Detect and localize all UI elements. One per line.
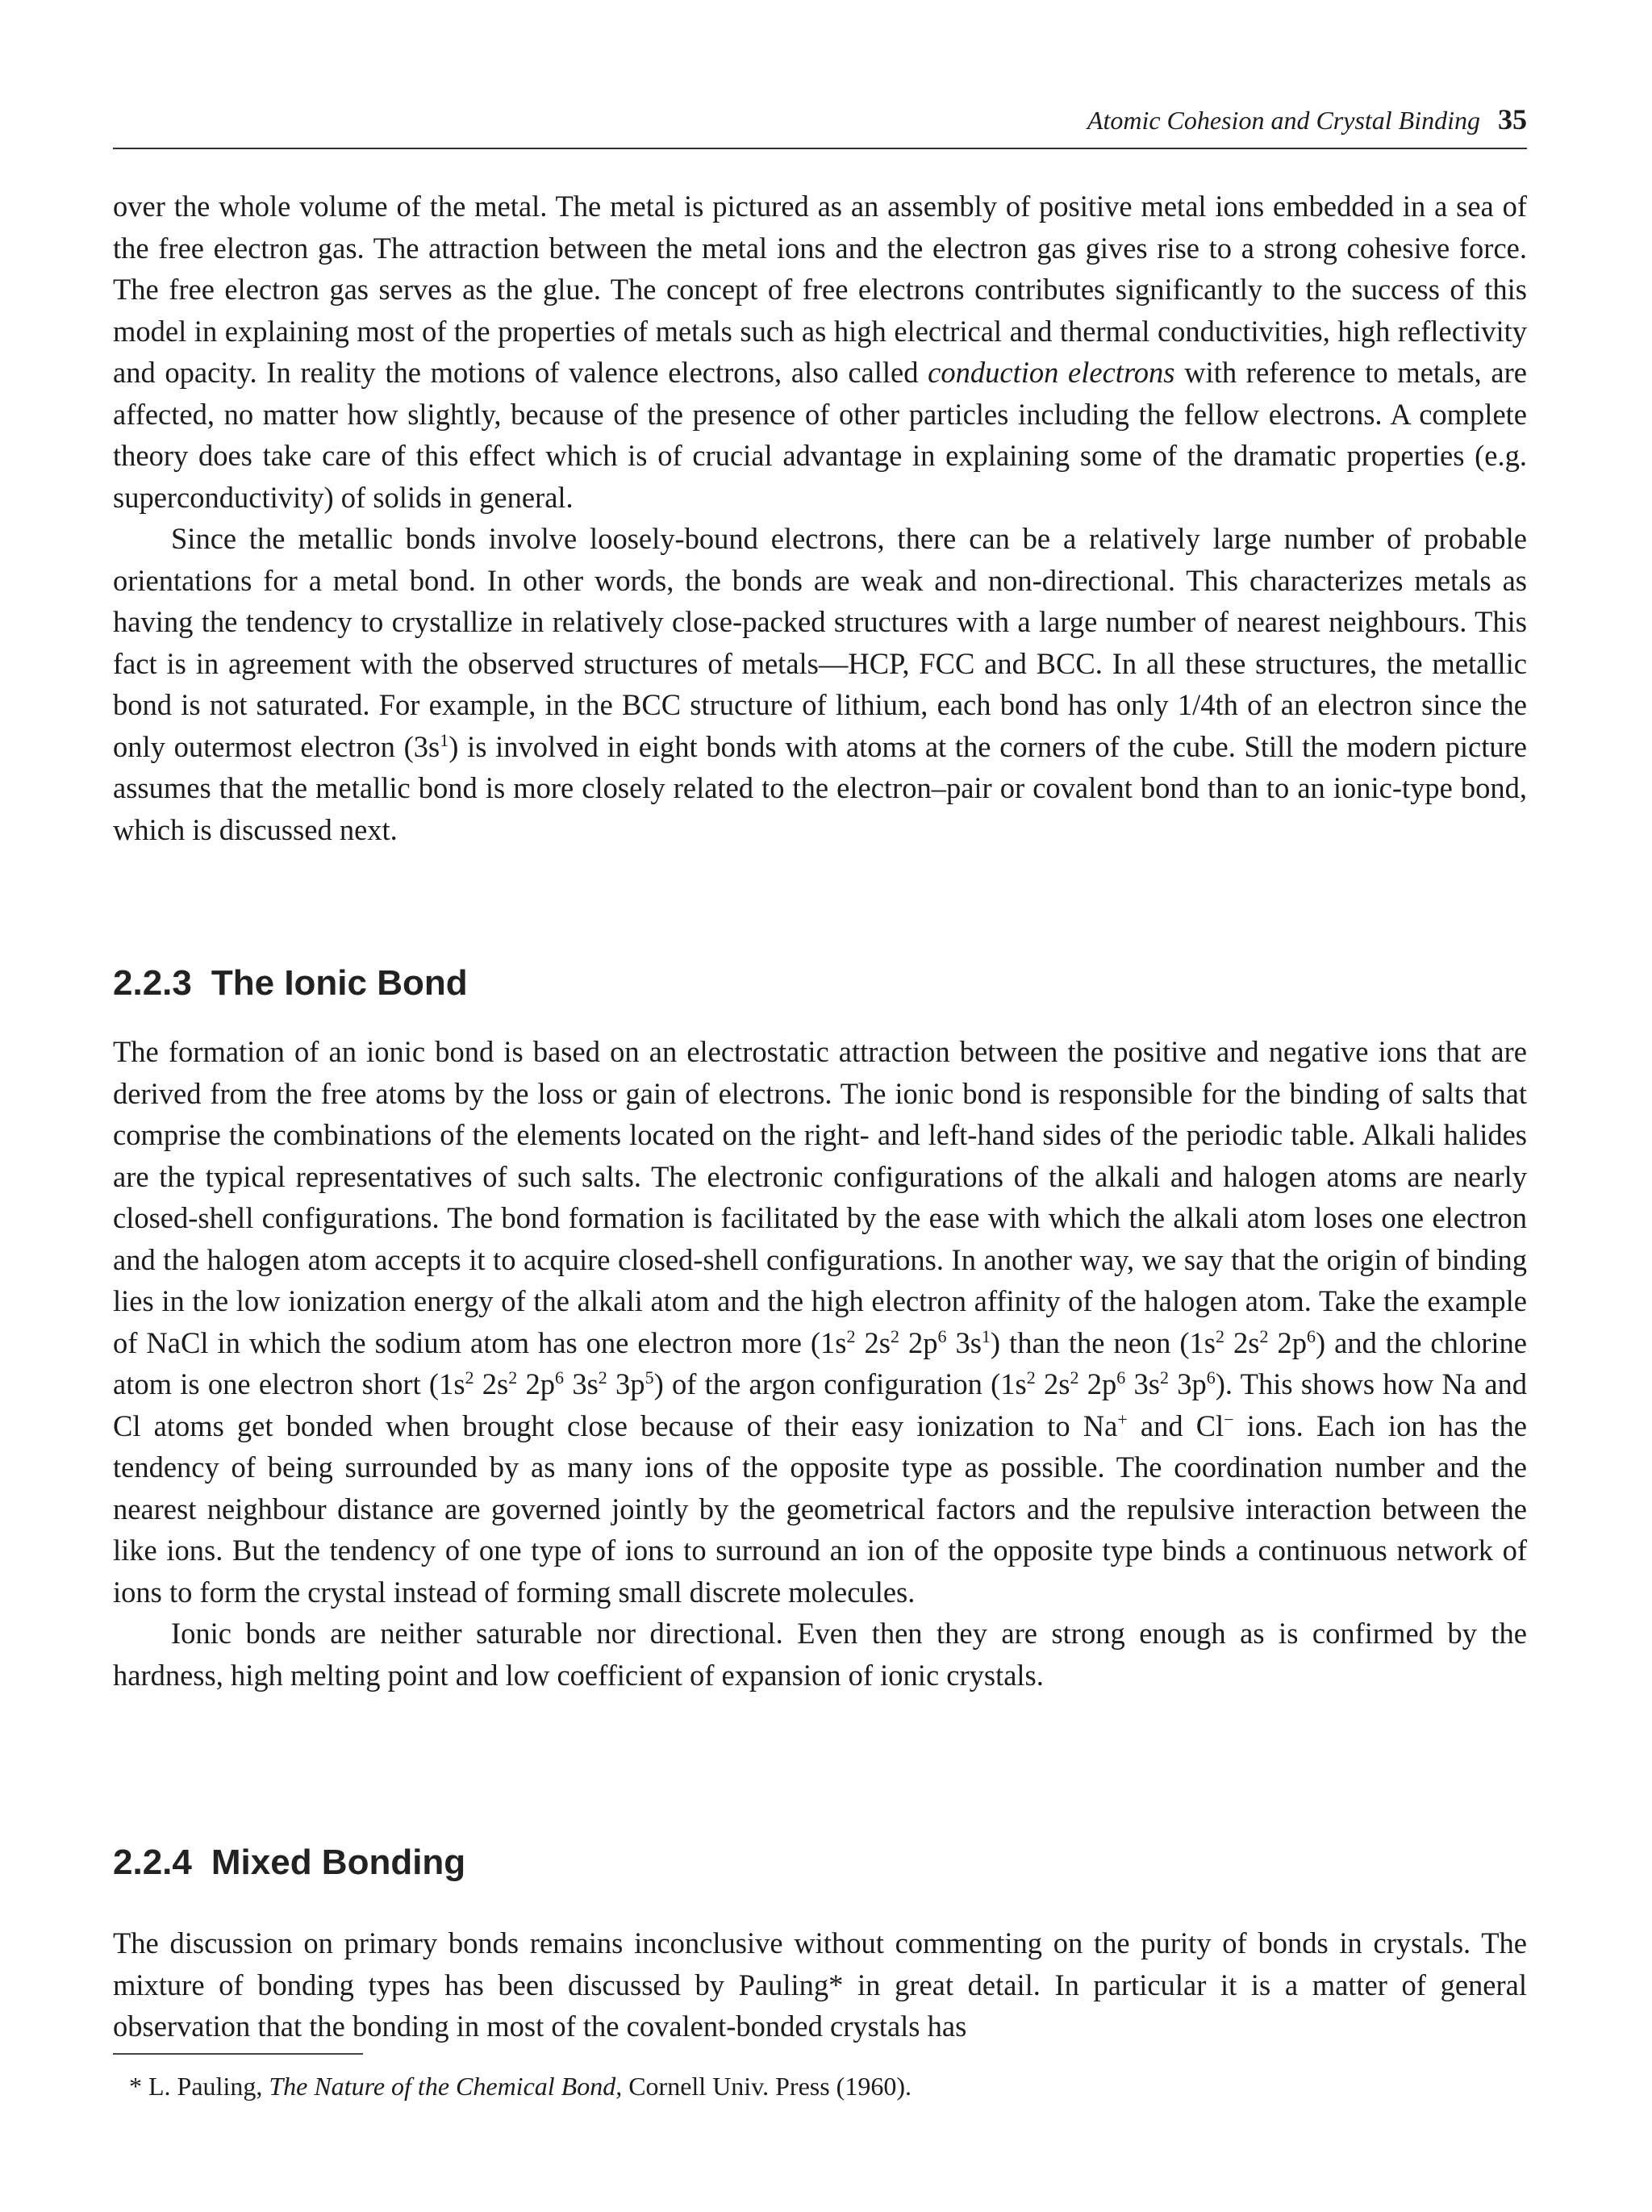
text-block-metallic — [113, 186, 1527, 850]
text-run: Since the metallic bonds involve loosely-bound electrons, there can be a relatively large number of probable orientations for a metal bond. In other words, the bonds are weak and non-directional. This characterizes metals as having the tendency to crystallize in relatively close-packed structures with a large number of nearest neighbours. This fact is in agreement with the observed structures of metals—HCP, FCC and BCC. In all these structures, the metallic bond is not saturated. For example, in the BCC structure of lithium, each bond has only 1/4th of an electron since the only outermost electron (3s — [113, 522, 1527, 763]
text-run: 3s — [1125, 1367, 1160, 1400]
footnote — [129, 2070, 912, 2102]
text-run: 3p — [1169, 1367, 1207, 1400]
paragraph-1 — [113, 186, 1527, 518]
footnote-author: * L. Pauling, — [129, 2072, 269, 2101]
running-title: Atomic Cohesion and Crystal Binding — [1087, 106, 1480, 135]
superscript: + — [1117, 1409, 1128, 1429]
superscript: 6 — [937, 1325, 947, 1346]
text-run: with reference to metals, are affected, no matter how slightly, because of the presence of other particles including the fellow electrons. A complete theory does take care of this effect which is of crucial advantage in explaining some of the dramatic properties (e.g. superconductivity) of solids in general. — [113, 356, 1527, 514]
text-run: The formation of an ionic bond is based on an electrostatic attraction between the positive and negative ions that are derived from the free atoms by the loss or gain of electrons. The ionic bond is responsible for the binding of salts that comprise the combinations of the elements located on the right- and left-hand sides of the periodic table. Alkali halides are the typical representatives of such salts. The electronic configurations of the alkali and halogen atoms are nearly closed-shell configurations. The bond formation is facilitated by the ease with which the alkali atom loses one electron and the halogen atom accepts it to acquire closed-shell configurations. In another way, we say that the origin of binding lies in the low ionization energy of the alkali atom and the high electron affinity of the halogen atom. Take the example of NaCl in which the sodium atom has one electron more (1s — [113, 1035, 1527, 1359]
text-run: 2p — [899, 1325, 938, 1359]
superscript: 2 — [890, 1325, 899, 1346]
text-run: ) of the argon configuration (1s — [653, 1367, 1027, 1400]
paragraph-4: Ionic bonds are neither saturable nor directional. Even then they are strong enough as is confirmed by the hardness, high melting point and low coefficient of expansion of ionic crystals. — [113, 1617, 1527, 1692]
text-run: 3s — [946, 1325, 982, 1359]
running-head — [113, 103, 1527, 136]
footnote-title: The Nature of the Chemical Bond, — [269, 2072, 623, 2101]
section-heading-mixed-bonding — [113, 1842, 465, 1884]
superscript: − — [1224, 1409, 1234, 1429]
page-number: 35 — [1498, 103, 1527, 136]
section-number: 2.2.3 — [113, 963, 192, 1003]
text-run: ions. Each ion has the tendency of being surrounded by as many ions of the opposite type as possible. The coordination number and the nearest neighbour distance are governed jointly by the geometrical factors and the repulsive interaction between the like ions. But the tendency of one type of ions to surround an ion of the opposite type binds a continuous network of ions to form the crystal instead of forming small discrete molecules. — [113, 1409, 1527, 1609]
footnote-rule — [113, 2053, 363, 2055]
emphasis-term: conduction electrons — [928, 356, 1175, 389]
text-run: 2s — [1224, 1325, 1260, 1359]
superscript: 2 — [1026, 1367, 1036, 1388]
paragraph-5: The discussion on primary bonds remains inconclusive without commenting on the purity of bonds in crystals. The mixture of bonding types has been discussed by Pauling* in great detail. In particular it is a matter of general observation that the bonding in most of the covalent-bonded crystals has — [113, 1926, 1527, 2043]
section-number: 2.2.4 — [113, 1843, 192, 1882]
text-run: 2s — [855, 1325, 891, 1359]
superscript: 1 — [440, 729, 449, 750]
paragraph-2 — [113, 518, 1527, 850]
text-run: ) and the chlorine atom is one electron short (1s — [113, 1325, 1527, 1400]
text-block-mixed — [113, 1922, 1527, 2047]
text-run: ). This shows how Na and Cl atoms get bonded when brought close because of their easy ionization to Na — [113, 1367, 1528, 1442]
superscript: 2 — [1160, 1367, 1169, 1388]
text-run: 2p — [517, 1367, 556, 1400]
text-run: and Cl — [1127, 1409, 1224, 1442]
text-run: ) is involved in eight bonds with atoms at the corners of the cube. Still the modern picture assumes that the metallic bond is more closely related to the electron–pair or covalent bond than to an ionic-type bond, which is discussed next. — [113, 729, 1527, 846]
superscript: 2 — [1070, 1367, 1079, 1388]
superscript: 2 — [846, 1325, 856, 1346]
text-run: 2s — [1035, 1367, 1070, 1400]
superscript: 1 — [981, 1325, 991, 1346]
superscript: 2 — [598, 1367, 607, 1388]
section-title: Mixed Bonding — [211, 1843, 466, 1882]
text-run: over the whole volume of the metal. The metal is pictured as an assembly of positive metal ions embedded in a sea of the free electron gas. The attraction between the metal ions and the electron gas gives rise to a strong cohesive force. The free electron gas serves as the glue. The concept of free electrons contributes significantly to the success of this model in explaining most of the properties of metals such as high electrical and thermal conductivities, high reflectivity and opacity. In reality the motions of valence electrons, also called — [113, 190, 1527, 389]
superscript: 2 — [1216, 1325, 1225, 1346]
superscript: 2 — [465, 1367, 474, 1388]
superscript: 6 — [1306, 1325, 1316, 1346]
text-run: 3s — [564, 1367, 599, 1400]
header-rule — [113, 148, 1527, 149]
superscript: 6 — [1206, 1367, 1216, 1388]
text-run: 2s — [473, 1367, 509, 1400]
superscript: 6 — [1116, 1367, 1126, 1388]
text-run: ) than the neon (1s — [990, 1325, 1216, 1359]
superscript: 2 — [1259, 1325, 1269, 1346]
footnote-publisher: Cornell Univ. Press (1960). — [622, 2072, 912, 2101]
superscript: 6 — [555, 1367, 565, 1388]
text-block-ionic — [113, 1031, 1527, 1696]
superscript: 2 — [508, 1367, 518, 1388]
superscript: 5 — [645, 1367, 654, 1388]
text-run: 3p — [607, 1367, 645, 1400]
text-run: 2p — [1268, 1325, 1307, 1359]
text-run: 2p — [1078, 1367, 1117, 1400]
section-title: The Ionic Bond — [211, 963, 468, 1003]
section-heading-ionic-bond — [113, 962, 468, 1004]
paragraph-3 — [113, 1031, 1527, 1613]
